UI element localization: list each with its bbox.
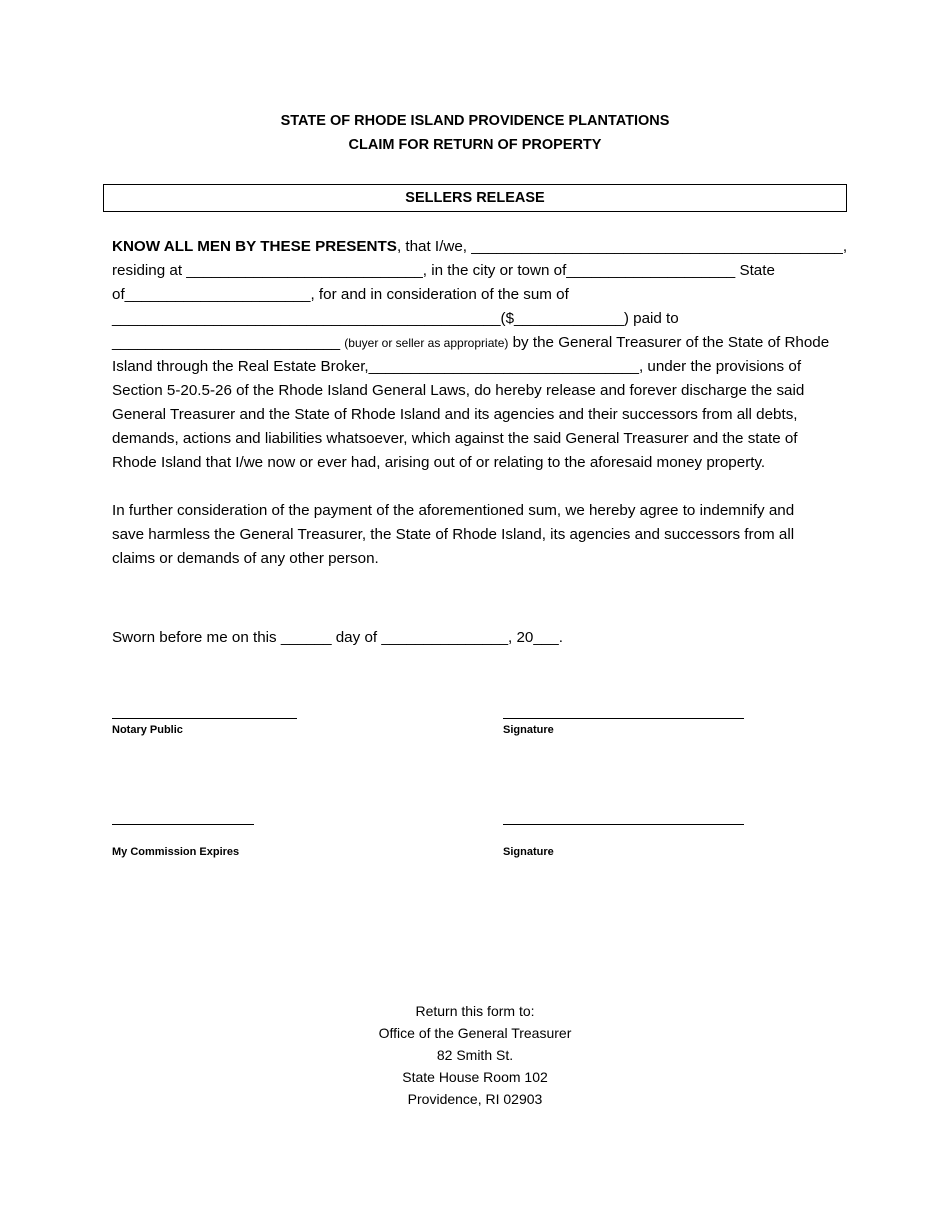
footer-city: Providence, RI 02903 [407,1091,543,1107]
buyer-seller-note: (buyer or seller as appropriate) [344,336,509,350]
release-line-6: Island through the Real Estate Broker,________________________________, under the provisions of [112,358,802,375]
footer-street: 82 Smith St. [436,1047,514,1063]
indemnify-line-2: save harmless the General Treasurer, the State of Rhode Island, its agencies and successors from all [112,526,795,543]
release-lead: KNOW ALL MEN BY THESE PRESENTS [112,238,397,255]
footer-return-label: Return this form to: [415,1003,535,1019]
notary-signature-line[interactable] [112,718,297,719]
release-line-2: residing at ____________________________, in the city or town of____________________ State [112,262,775,279]
release-line-1: KNOW ALL MEN BY THESE PRESENTS, that I/we, ____________________________________________, [112,238,848,255]
release-line-3: of______________________, for and in consideration of the sum of [112,286,569,303]
form-title-state: STATE OF RHODE ISLAND PROVIDENCE PLANTATIONS [280,113,670,129]
release-line-5: ___________________________ (buyer or seller as appropriate) by the General Treasurer of the State of Rhode [112,334,830,351]
commission-expires-label: My Commission Expires [112,846,240,858]
notary-label: Notary Public [112,724,183,736]
signature-label-2: Signature [503,846,554,858]
section-title-box [103,184,847,212]
release-line-7: Section 5-20.5-26 of the Rhode Island General Laws, do hereby release and forever discharge the said [112,382,805,399]
sworn-line: Sworn before me on this ______ day of _______________, 20___. [112,629,563,646]
signature-line-1[interactable] [503,718,744,719]
signature-line-2[interactable] [503,824,744,825]
release-line-10: Rhode Island that I/we now or ever had, arising out of or relating to the aforesaid money property. [112,454,766,471]
signature-label-1: Signature [503,724,554,736]
footer-office: Office of the General Treasurer [378,1025,572,1041]
release-line-8: General Treasurer and the State of Rhode Island and its agencies and their successors from all debts, [112,406,798,423]
release-line-9: demands, actions and liabilities whatsoever, which against the said General Treasurer and the state of [112,430,798,447]
indemnify-line-1: In further consideration of the payment of the aforementioned sum, we hereby agree to indemnify and [112,502,795,519]
indemnify-line-3: claims or demands of any other person. [112,550,379,567]
section-title: SELLERS RELEASE [405,190,545,206]
commission-expires-line[interactable] [112,824,254,825]
footer-room: State House Room 102 [402,1069,548,1085]
form-title-claim: CLAIM FOR RETURN OF PROPERTY [348,137,602,153]
release-line-4: ______________________________________________($_____________) paid to [112,310,679,327]
